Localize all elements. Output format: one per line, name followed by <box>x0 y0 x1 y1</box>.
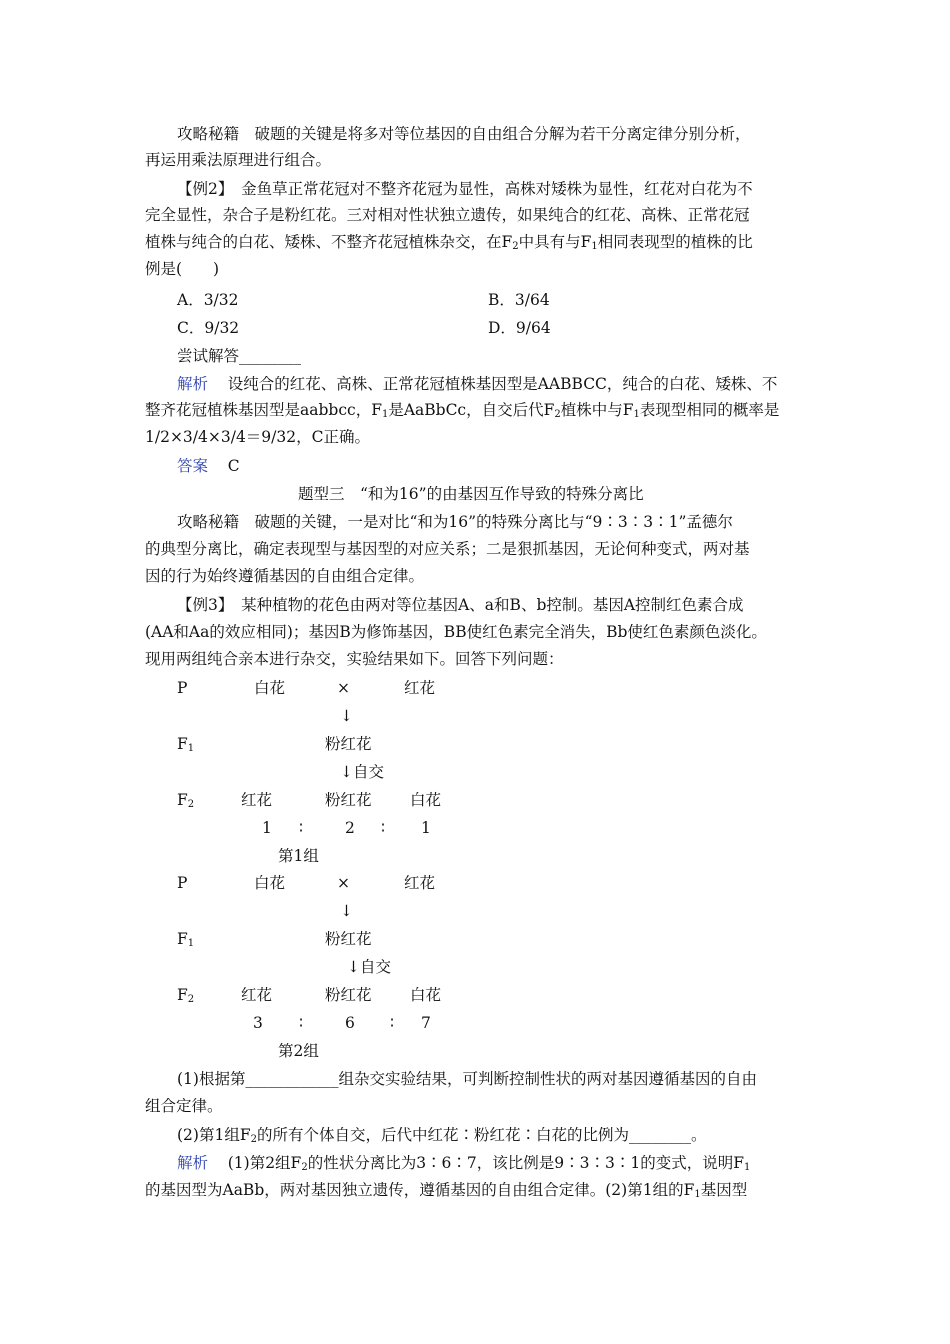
example-2-line-3: 植株与纯合的白花、矮株、不整齐花冠植株杂交，在$F_2$中具有与$F_1$相同表现型的植株的比 <box>145 233 753 252</box>
g2-ratio-1: 3 <box>253 1014 263 1032</box>
answer-label: 答案 <box>177 457 209 475</box>
option-d: D．9/64 <box>488 319 551 337</box>
g1-f1-label: $F_1$ <box>177 735 195 754</box>
example-2-line-1: 【例2】 金鱼草正常花冠对不整齐花冠为显性，高株对矮株为显性，红花对白花为不 <box>177 180 753 198</box>
g1-ratio-3: 1 <box>421 819 431 837</box>
g2-f2-white: 白花 <box>410 986 442 1004</box>
g1-f2-pink: 粉红花 <box>325 791 372 809</box>
g2-p-label: P <box>177 874 188 892</box>
strategy-text-2: 再运用乘法原理进行组合。 <box>145 151 332 169</box>
analysis-3-label: 解析 <box>177 1154 209 1172</box>
analysis-3-line-1: 解析 (1)第2组$F_2$的性状分离比为3∶6∶7，该比例是9∶3∶3∶1的变式，说明$F_1$ <box>177 1154 751 1173</box>
g2-times: × <box>337 874 350 892</box>
g2-arrow-1: ↓ <box>340 902 353 920</box>
g2-ratio-2: 6 <box>345 1014 355 1032</box>
example-2-line-2: 完全显性，杂合子是粉红花。三对相对性状独立遗传，如果纯合的红花、高株、正常花冠 <box>145 206 750 224</box>
strategy-text-1: 攻略秘籍 破题的关键是将多对等位基因的自由组合分解为若干分离定律分别分析， <box>177 125 751 143</box>
g1-f2-white: 白花 <box>410 791 442 809</box>
answer-line: 答案 C <box>177 457 240 475</box>
g1-self-arrow: ↓自交 <box>340 763 384 781</box>
g1-f1-pink: 粉红花 <box>325 735 372 753</box>
analysis-3-line-2: 的基因型为AaBb，两对基因独立遗传，遵循基因的自由组合定律。(2)第1组的$F_1$基因型 <box>145 1181 748 1200</box>
g1-ratio-1: 1 <box>262 819 272 837</box>
analysis-label: 解析 <box>177 375 209 393</box>
g1-f2-label: $F_2$ <box>177 791 195 810</box>
group-1-label: 第1组 <box>278 847 319 865</box>
group-2-label: 第2组 <box>278 1042 319 1060</box>
g1-p-label: P <box>177 679 188 697</box>
analysis-line-1: 解析 设纯合的红花、高株、正常花冠植株基因型是AABBCC，纯合的白花、矮株、不 <box>177 375 778 393</box>
g1-arrow-1: ↓ <box>340 707 353 725</box>
option-a: A．3/32 <box>177 291 239 309</box>
question-1-line-1: (1)根据第____________组杂交实验结果，可判断控制性状的两对基因遵循基因的自由 <box>177 1070 757 1088</box>
g2-f2-red: 红花 <box>241 986 273 1004</box>
g2-colon-1: ∶ <box>299 1014 304 1032</box>
analysis-line-2: 整齐花冠植株基因型是aabbcc，$F_1$是AaBbCc，自交后代$F_2$植株中与$F_1$表现型相同的概率是 <box>145 401 780 420</box>
example-3-line-3: 现用两组纯合亲本进行杂交，实验结果如下。回答下列问题： <box>145 650 564 668</box>
section-heading: 题型三 “和为16”的由基因互作导致的特殊分离比 <box>298 485 644 503</box>
g2-p-white: 白花 <box>254 874 286 892</box>
option-b: B．3/64 <box>488 291 550 309</box>
example-2-line-4: 例是( ) <box>145 260 220 278</box>
g2-f1-pink: 粉红花 <box>325 930 372 948</box>
strategy-2-line-2: 的典型分离比，确定表现型与基因型的对应关系；二是狠抓基因，无论何种变式，两对基 <box>145 540 750 558</box>
g1-colon-1: ∶ <box>299 819 304 837</box>
g2-f2-pink: 粉红花 <box>325 986 372 1004</box>
analysis-line-3: 1/2×3/4×3/4＝9/32，C正确。 <box>145 428 370 446</box>
example-3-line-2: (AA和Aa的效应相同)；基因B为修饰基因，BB使红色素完全消失，Bb使红色素颜色淡化。 <box>145 623 767 641</box>
g1-p-red: 红花 <box>404 679 436 697</box>
strategy-2-line-1: 攻略秘籍 破题的关键，一是对比“和为16”的特殊分离比与“9∶3∶3∶1”孟德尔 <box>177 513 733 531</box>
g1-colon-2: ∶ <box>381 819 386 837</box>
option-c: C．9/32 <box>177 319 240 337</box>
g2-colon-2: ∶ <box>390 1014 395 1032</box>
try-answer: 尝试解答________ <box>177 347 302 365</box>
g2-p-red: 红花 <box>404 874 436 892</box>
g2-ratio-3: 7 <box>421 1014 431 1032</box>
g2-f1-label: $F_1$ <box>177 930 195 949</box>
g1-p-white: 白花 <box>254 679 286 697</box>
g1-f2-red: 红花 <box>241 791 273 809</box>
question-2-line: (2)第1组$F_2$的所有个体自交，后代中红花∶粉红花∶白花的比例为________。 <box>177 1126 707 1145</box>
example-3-line-1: 【例3】 某种植物的花色由两对等位基因A、a和B、b控制。基因A控制红色素合成 <box>177 596 744 614</box>
g1-ratio-2: 2 <box>345 819 355 837</box>
g1-times: × <box>337 679 350 697</box>
g2-f2-label: $F_2$ <box>177 986 195 1005</box>
strategy-2-line-3: 因的行为始终遵循基因的自由组合定律。 <box>145 567 425 585</box>
g2-self-arrow: ↓自交 <box>347 958 391 976</box>
question-1-line-2: 组合定律。 <box>145 1097 223 1115</box>
